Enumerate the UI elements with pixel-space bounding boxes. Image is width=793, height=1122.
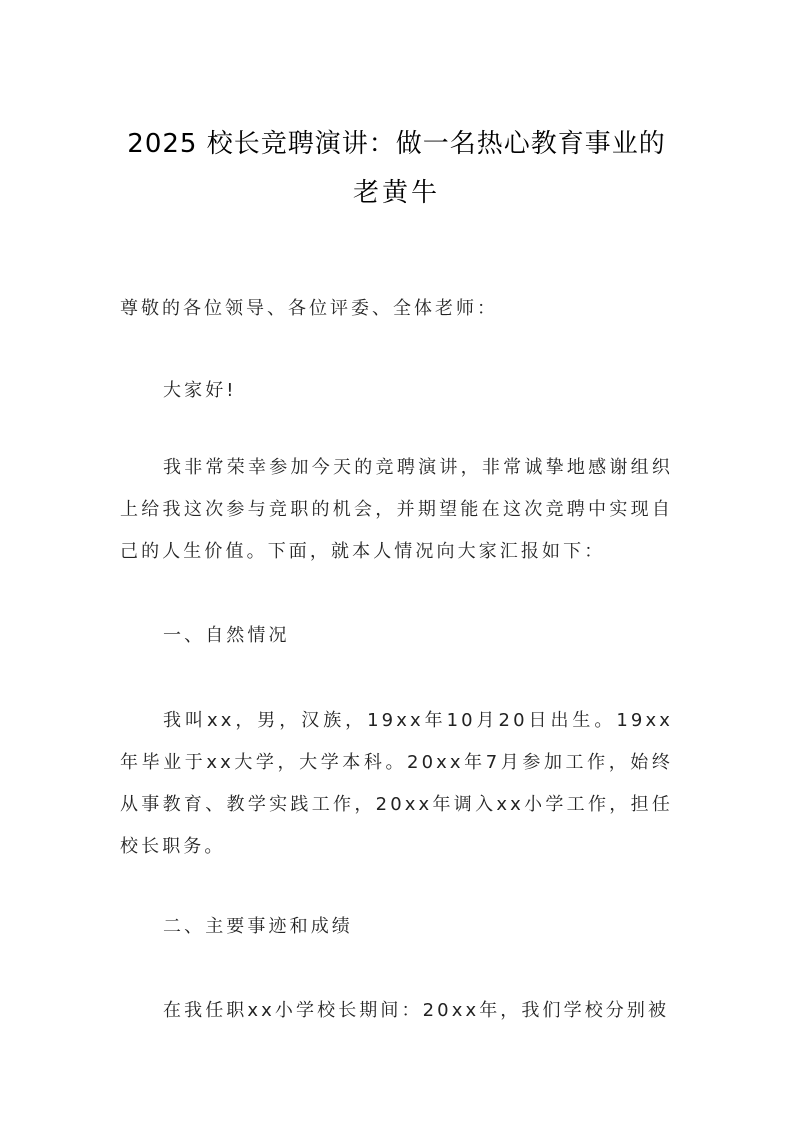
salutation: 尊敬的各位领导、各位评委、全体老师： — [120, 298, 498, 319]
document-title-line-2: 老黄牛 — [352, 178, 440, 208]
document-title-line-1: 2025 校长竞聘演讲：做一名热心教育事业的 — [127, 129, 666, 159]
section-heading-achievements: 二、主要事迹和成绩 — [163, 916, 353, 937]
section-heading-basic-info: 一、自然情况 — [163, 625, 290, 646]
paragraph-achievements: 在我任职xx小学校长期间：20xx年，我们学校分别被 — [163, 1000, 670, 1021]
paragraph-basic-info: 我叫xx，男，汉族，19xx年10月20日出生。19xx年毕业于xx大学，大学本科。20xx年7月参加工作，始终从事教育、教学实践工作，20xx年调入xx小学工作，担任校长职务。 — [120, 710, 673, 857]
paragraph-intro: 我非常荣幸参加今天的竞聘演讲，非常诚挚地感谢组织上给我这次参与竞职的机会，并期望能在这次竞聘中实现自己的人生价值。下面，就本人情况向大家汇报如下： — [120, 457, 673, 562]
greeting: 大家好! — [163, 380, 237, 401]
